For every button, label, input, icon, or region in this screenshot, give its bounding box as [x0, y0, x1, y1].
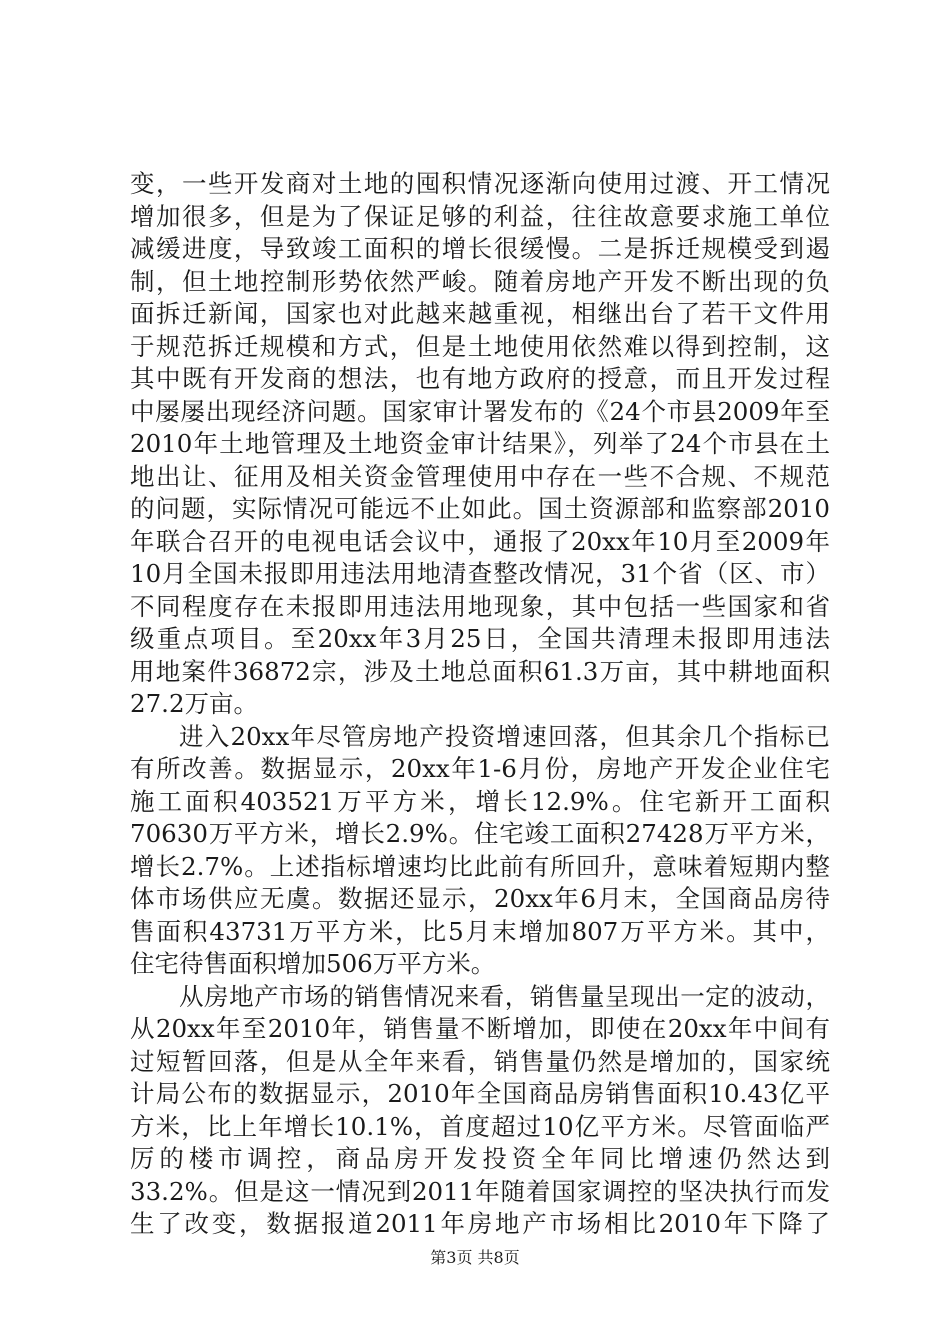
page-footer: 第3页 共8页 — [430, 1248, 520, 1267]
text-line: 增长2.7%。上述指标增速均比此前有所回升，意味着短期内整 — [130, 851, 830, 881]
paragraph — [130, 981, 830, 1241]
text-line: 制，但土地控制形势依然严峻。随着房地产开发不断出现的负 — [130, 266, 830, 296]
text-line: 计局公布的数据显示，2010年全国商品房销售面积10.43亿平 — [130, 1079, 830, 1108]
text-line: 变，一些开发商对土地的囤积情况逐渐向使用过渡、开工情况 — [130, 169, 830, 198]
text-line: 体市场供应无虞。数据还显示，20xx年6月末，全国商品房待 — [130, 884, 830, 913]
text-line: 的问题，实际情况可能远不止如此。国土资源部和监察部2010 — [130, 494, 830, 523]
text-line: 其中既有开发商的想法，也有地方政府的授意，而且开发过程 — [130, 364, 830, 393]
text-line: 2010年土地管理及土地资金审计结果》，列举了24个市县在土 — [130, 429, 830, 458]
text-line: 增加很多，但是为了保证足够的利益，往往故意要求施工单位 — [130, 201, 830, 231]
text-line: 有所改善。数据显示，20xx年1-6月份，房地产开发企业住宅 — [130, 754, 830, 783]
text-line: 减缓进度，导致竣工面积的增长很缓慢。二是拆迁规模受到遏 — [130, 234, 830, 263]
text-line: 过短暂回落，但是从全年来看，销售量仍然是增加的，国家统 — [130, 1046, 830, 1076]
text-line: 从20xx年至2010年，销售量不断增加，即使在20xx年中间有 — [130, 1014, 830, 1043]
text-line: 住宅待售面积增加506万平方米。 — [130, 949, 496, 978]
text-line: 生了改变，数据报道2011年房地产市场相比2010年下降了 — [130, 1209, 830, 1238]
text-line: 从房地产市场的销售情况来看，销售量呈现出一定的波动， — [179, 981, 830, 1011]
text-line: 年联合召开的电视电话会议中，通报了20xx年10月至2009年 — [130, 526, 830, 556]
text-line: 厉的楼市调控，商品房开发投资全年同比增速仍然达到 — [130, 1144, 830, 1173]
text-line: 10月全国未报即用违法用地清查整改情况，31个省（区、市） — [130, 559, 830, 588]
text-line: 售面积43731万平方米，比5月末增加807万平方米。其中， — [130, 916, 830, 946]
paragraph — [130, 168, 830, 721]
body-text — [130, 168, 830, 1241]
text-line: 于规范拆迁规模和方式，但是土地使用依然难以得到控制，这 — [130, 331, 830, 361]
text-line: 33.2%。但是这一情况到2011年随着国家调控的坚决执行而发 — [130, 1176, 830, 1206]
text-line: 面拆迁新闻，国家也对此越来越重视，相继出台了若干文件用 — [130, 299, 830, 328]
text-line: 施工面积403521万平方米，增长12.9%。住宅新开工面积 — [130, 786, 830, 816]
text-line: 不同程度存在未报即用违法用地现象，其中包括一些国家和省 — [130, 591, 830, 621]
text-line: 70630万平方米，增长2.9%。住宅竣工面积27428万平方米， — [130, 819, 830, 848]
text-line: 中屡屡出现经济问题。国家审计署发布的《24个市县2009年至 — [130, 396, 830, 426]
text-line: 用地案件36872宗，涉及土地总面积61.3万亩，其中耕地面积 — [130, 656, 830, 686]
text-line: 地出让、征用及相关资金管理使用中存在一些不合规、不规范 — [130, 461, 830, 491]
paragraph — [130, 721, 830, 981]
text-line: 进入20xx年尽管房地产投资增速回落，但其余几个指标已 — [179, 721, 830, 751]
text-line: 方米，比上年增长10.1%，首度超过10亿平方米。尽管面临严 — [130, 1111, 830, 1141]
text-line: 27.2万亩。 — [130, 689, 259, 718]
text-line: 级重点项目。至20xx年3月25日，全国共清理未报即用违法 — [130, 624, 830, 653]
